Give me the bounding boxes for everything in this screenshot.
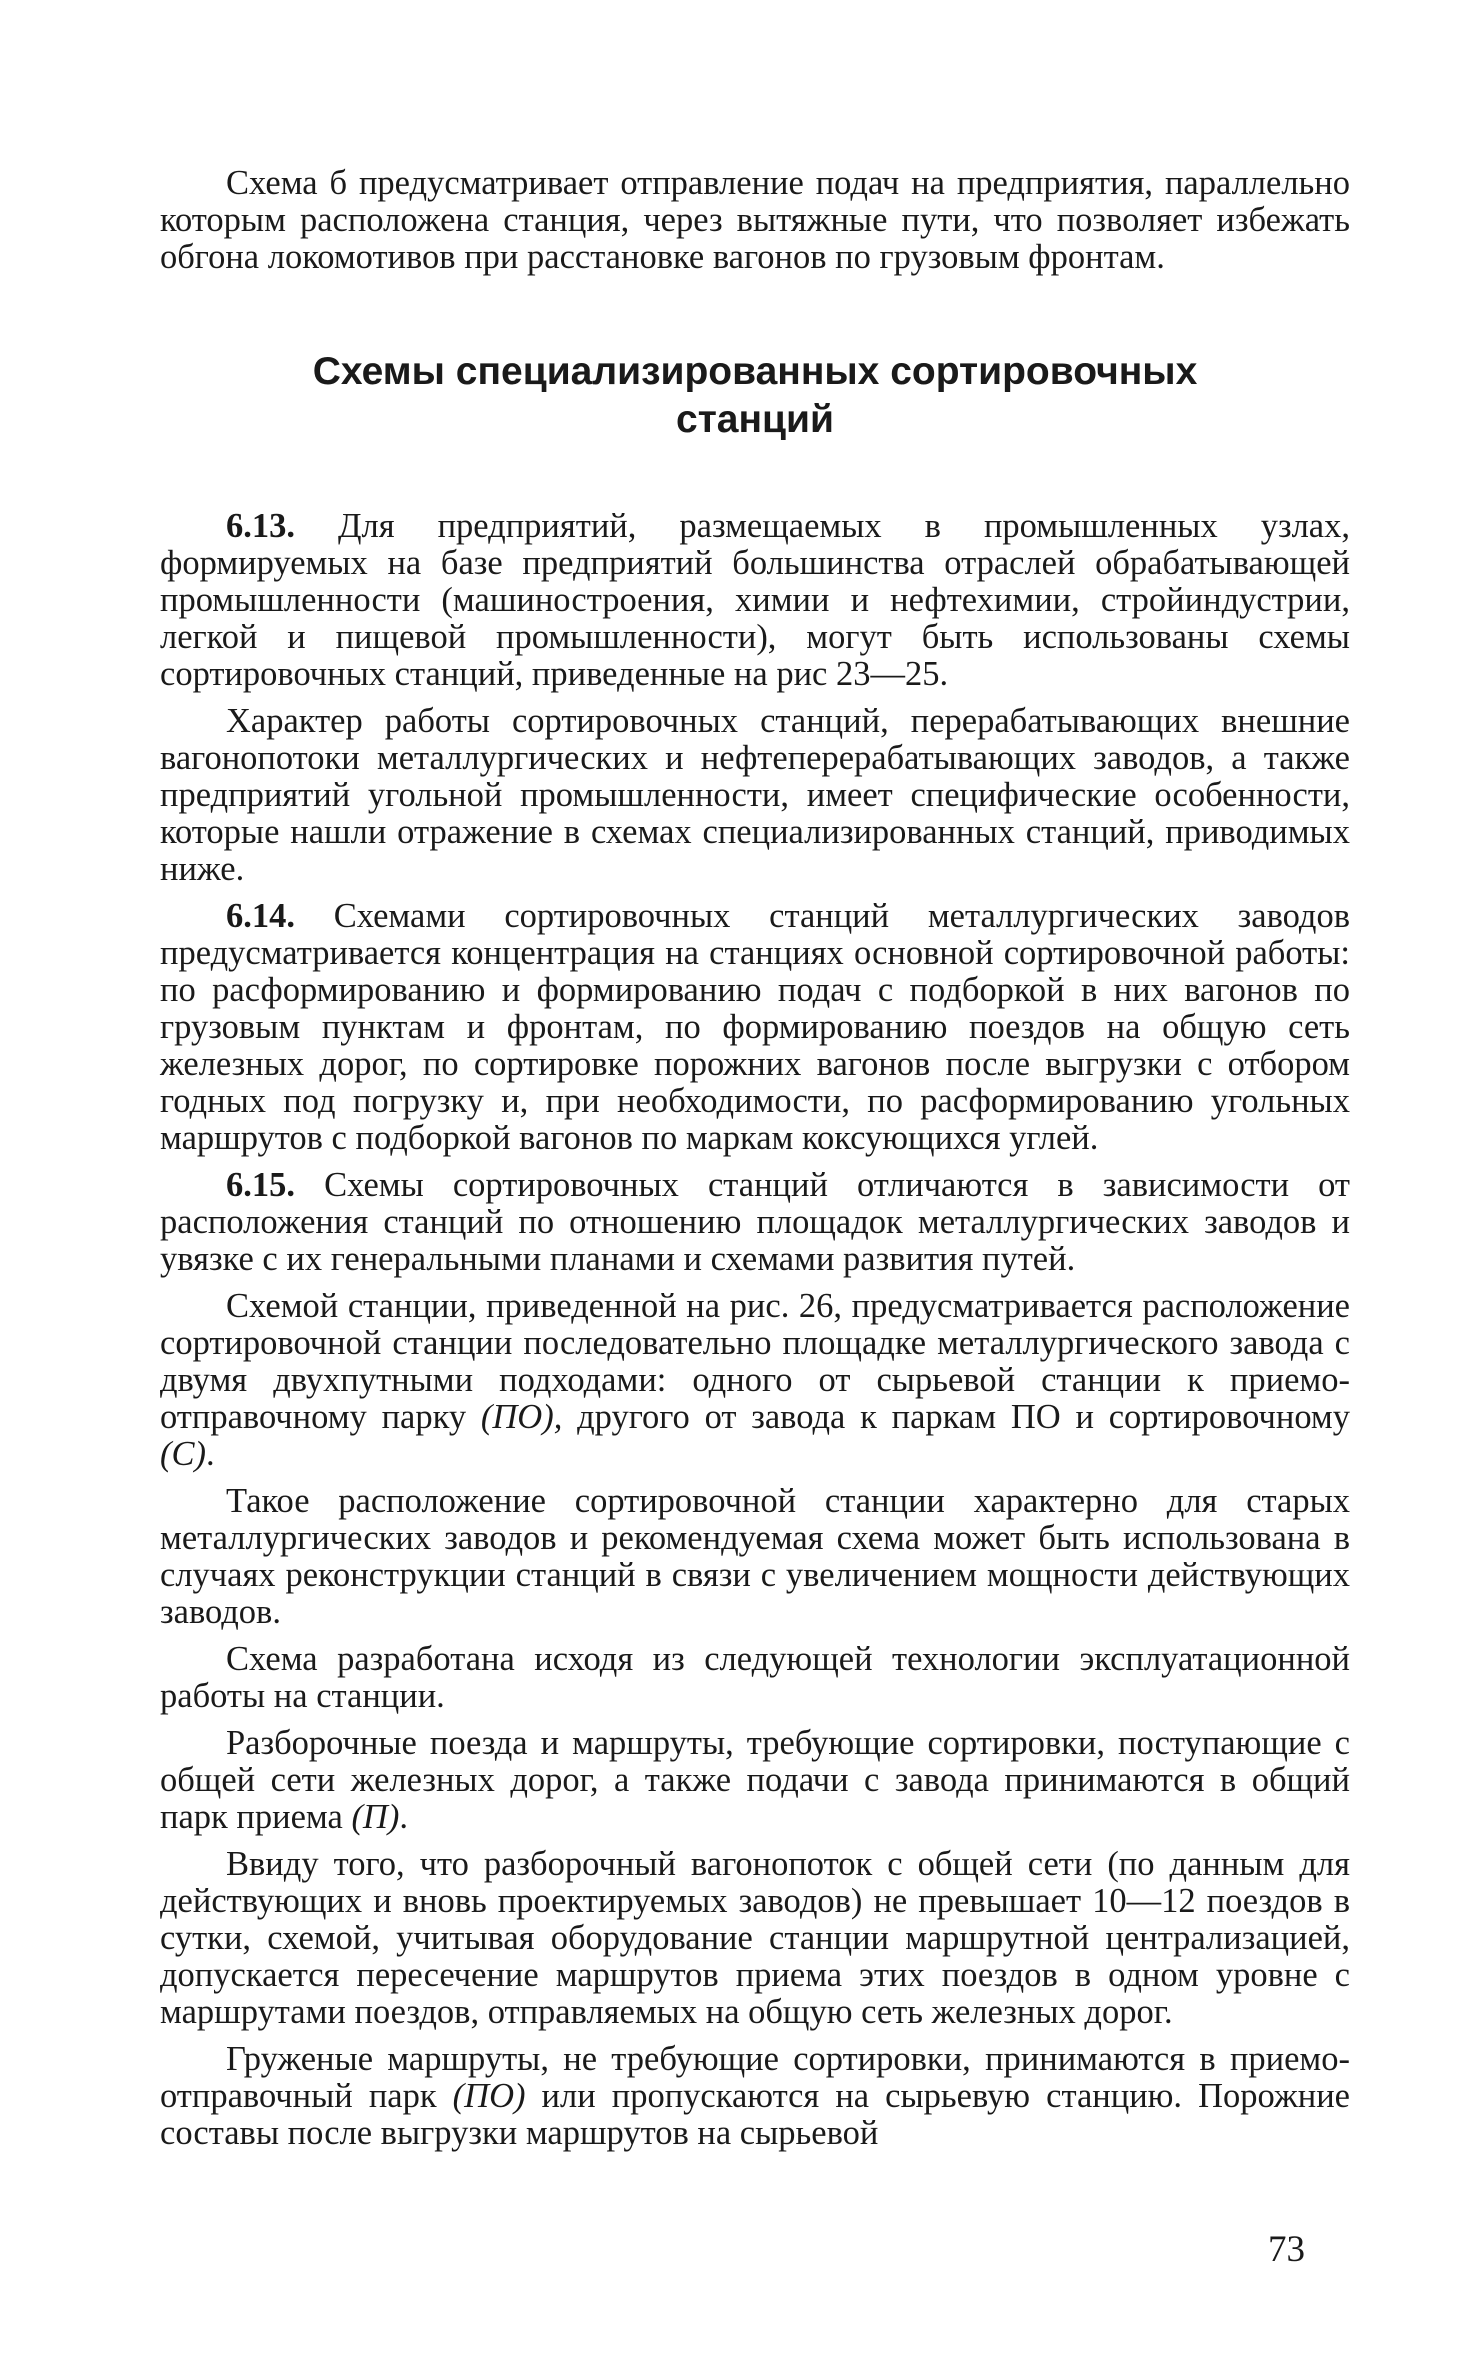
paragraph-text: другого от завода к паркам ПО и сортировочному (562, 1398, 1350, 1436)
paragraph-text: или пропускаются на сырьевую станцию. Порожние составы после выгрузки маршрутов на сырьевой (160, 2077, 1350, 2152)
section-heading-line-2: станций (676, 398, 834, 441)
paragraph-scheme-fig-26 (160, 1288, 1350, 1473)
paragraph-loaded-routes (160, 2041, 1350, 2152)
paragraph-character-of-work: Характер работы сортировочных станций, перерабатывающих внешние вагонопотоки металлургических и нефтеперерабатывающих заводов, а также предприятий угольной промышленности, имеет специфические особенности, которые нашли отражение в схемах специализированных станций, приводимых ниже. (160, 702, 1350, 888)
paragraph-text: Схемами сортировочных станций металлургических заводов предусматривается концентрация на станциях основной сортировочной работы: по расформированию и формированию подач с подборкой в них вагонов по грузовым пунктам и фронтам, по формированию поездов на общую сеть железных дорог, по сортировке порожних вагонов после выгрузки с отбором годных под погрузку и, при необходимости, по расформированию угольных маршрутов с подборкой вагонов по маркам коксующихся углей. (160, 897, 1350, 1157)
park-p-label: (П) (351, 1798, 400, 1836)
paragraph-text: Схемой станции, приведенной на рис. 26, предусматривается расположение сортировочной станции последовательно площадке металлургического завода с двумя двухпутными подходами: одного от сырьевой станции к приемо-отправочному парку (160, 1287, 1350, 1436)
paragraph-text: Груженые маршруты, не требующие сортировки, принимаются в приемо-отправочный парк (160, 2040, 1350, 2115)
clause-number: 6.14. (226, 897, 295, 935)
clause-number: 6.15. (226, 1166, 295, 1204)
paragraph-text: Разборочные поезда и маршруты, требующие сортировки, поступающие с общей сети железных дорог, а также подачи с завода принимаются в общий парк приема (160, 1724, 1350, 1836)
paragraph-location-typical: Такое расположение сортировочной станции характерно для старых металлургических заводов и рекомендуемая схема может быть использована в случаях реконструкции станций в связи с увеличением мощности действующих заводов. (160, 1482, 1350, 1631)
intro-paragraph: Схема б предусматривает отправление подач на предприятия, параллельно которым расположена станция, через вытяжные пути, что позволяет избежать обгона локомотивов при расстановке вагонов по грузовым фронтам. (160, 164, 1350, 276)
paragraph-car-flow: Ввиду того, что разборочный вагонопоток с общей сети (по данным для действующих и вновь проектируемых заводов) не превышает 10—12 поездов в сутки, схемой, учитывая оборудование станции маршрутной централизацией, допускается пересечение маршрутов приема этих поездов в одном уровне с маршрутами поездов, отправляемых на общую сеть железных дорог. (160, 1845, 1350, 2031)
paragraph-text: Схемы сортировочных станций отличаются в зависимости от расположения станций по отношению площадок металлургических заводов и увязке с их генеральными планами и схемами развития путей. (160, 1166, 1350, 1278)
page-number: 73 (1268, 2229, 1305, 2270)
paragraph-technology: Схема разработана исходя из следующей технологии эксплуатационной работы на станции. (160, 1640, 1350, 1715)
paragraph-6-14 (160, 898, 1350, 1157)
paragraph-reception (160, 1725, 1350, 1836)
park-po-label: (ПО) (452, 2077, 526, 2115)
section-heading (160, 348, 1350, 444)
paragraph-text: Для предприятий, размещаемых в промышленных узлах, формируемых на базе предприятий большинства отраслей обрабатывающей промышленности (машиностроения, химии и нефтехимии, стройиндустрии, легкой и пищевой промышленности), могут быть использованы схемы сортировочных станций, приведенные на рис 23—25. (160, 507, 1350, 693)
page-body (160, 165, 1350, 2152)
paragraph-end: . (206, 1435, 215, 1473)
paragraph-end: . (399, 1798, 408, 1836)
clause-number: 6.13. (226, 507, 295, 545)
section-heading-line-1: Схемы специализированных сортировочных (312, 350, 1198, 393)
paragraph-6-15 (160, 1167, 1350, 1278)
park-po-label: (ПО), (480, 1398, 563, 1436)
paragraph-6-13 (160, 508, 1350, 693)
park-c-label: (С) (160, 1435, 206, 1473)
